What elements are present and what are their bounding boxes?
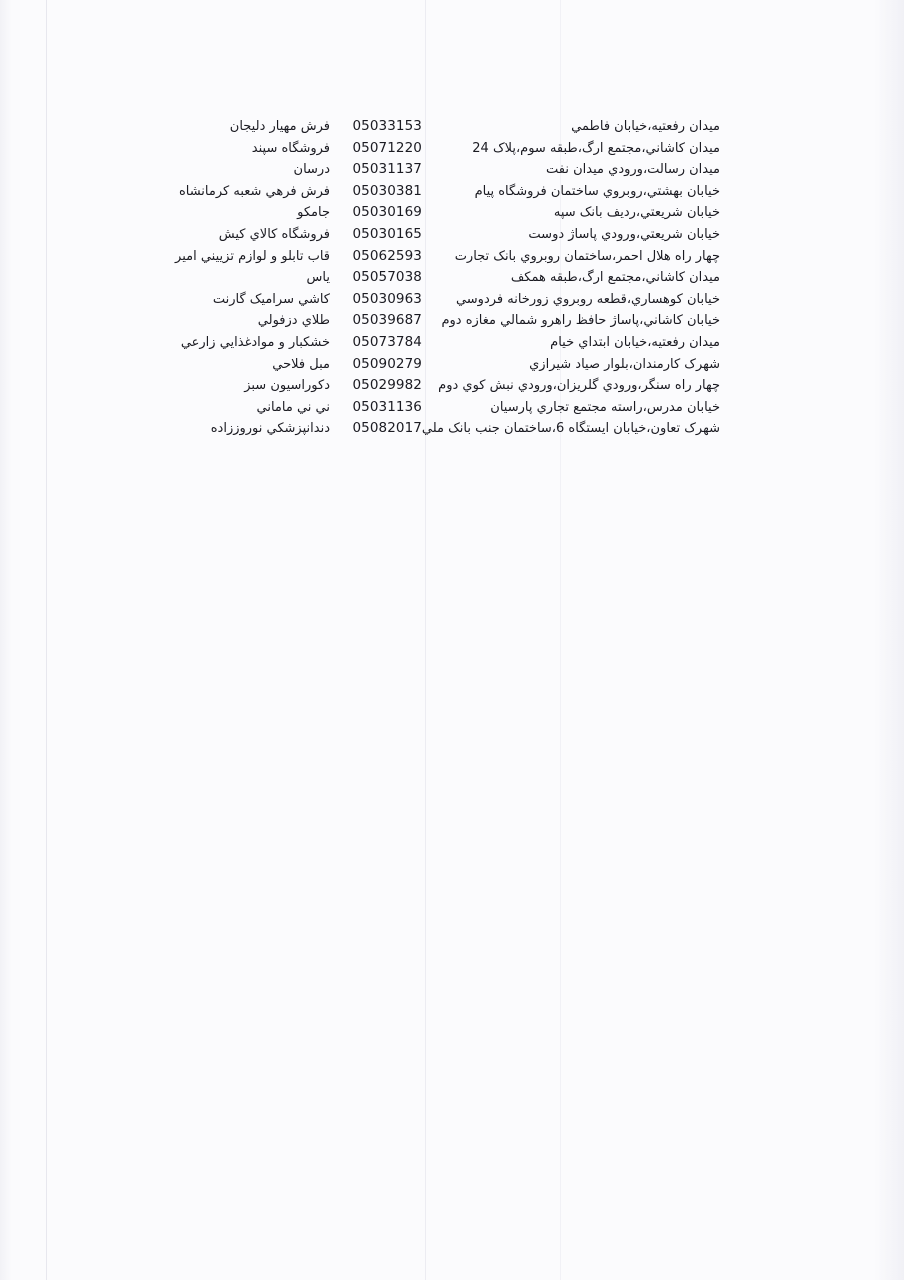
- business-name-cell: فرش مهيار دليجان: [229, 119, 330, 134]
- address-cell: خيابان بهشتي،روبروي ساختمان فروشگاه پيام: [474, 183, 720, 199]
- business-name-cell: كاشي سراميک گارنت: [212, 291, 330, 307]
- phone-cell: 05039687: [352, 312, 422, 329]
- table-row: [100, 332, 720, 353]
- business-name-cell: دندانپزشكي نوروززاده: [210, 421, 330, 437]
- phone-cell: 05033153: [352, 118, 422, 134]
- table-row: [100, 159, 720, 180]
- table-row: [100, 397, 720, 418]
- address-cell: ميدان رسالت،ورودي ميدان نفت: [546, 162, 720, 178]
- phone-cell: 05082017: [352, 420, 422, 437]
- phone-cell: 05073784: [352, 334, 422, 350]
- table-row: [100, 181, 720, 202]
- business-name-cell: دكوراسيون سبز: [244, 378, 330, 394]
- business-name-cell: قاب تابلو و لوازم تزييني امير: [175, 248, 330, 264]
- address-cell: خيابان كاشاني،پاساژ حافظ راهرو شمالي مغازه دوم: [441, 313, 720, 329]
- table-row: [100, 224, 720, 245]
- phone-cell: 05090279: [352, 355, 422, 372]
- phone-cell: 05030963: [352, 290, 422, 307]
- address-cell: خيابان مدرس،راسته مجتمع تجاري پارسيان: [490, 399, 720, 415]
- business-name-cell: مبل فلاحي: [272, 356, 330, 372]
- page-fold-line: [46, 0, 47, 1280]
- business-name-cell: ياس: [306, 270, 330, 286]
- table-row: [100, 246, 720, 267]
- table-row: [100, 116, 720, 137]
- business-name-cell: خشكبار و موادغذايي زارعي: [180, 335, 330, 350]
- table-row: [100, 354, 720, 375]
- address-cell: ميدان كاشاني،مجتمع ارگ،طبقه همكف: [510, 270, 720, 286]
- table-row: [100, 267, 720, 288]
- address-cell: چهار راه سنگر،ورودي گلريزان،ورودي نبش كوي دوم: [438, 378, 720, 394]
- table-row: [100, 418, 720, 439]
- business-name-cell: فرش فرهي شعبه كرمانشاه: [178, 183, 330, 199]
- business-name-cell: فروشگاه كالاي كيش: [218, 227, 330, 242]
- address-cell: شهرک تعاون،خيابان ايستگاه 6،ساختمان جنب بانک ملي: [421, 421, 720, 437]
- address-cell: ميدان رفعتيه،خيابان فاطمي: [571, 119, 720, 134]
- phone-cell: 05071220: [352, 139, 422, 156]
- table-row: [100, 289, 720, 310]
- phone-cell: 05029982: [352, 377, 422, 394]
- phone-cell: 05030165: [352, 226, 422, 242]
- phone-cell: 05057038: [352, 269, 422, 286]
- business-name-cell: جامكو: [297, 205, 330, 221]
- business-name-cell: طلاي دزفولي: [257, 313, 330, 329]
- table-row: [100, 202, 720, 223]
- phone-cell: 05031136: [352, 398, 422, 415]
- table-row: [100, 375, 720, 396]
- business-name-cell: فروشگاه سپند: [251, 140, 330, 156]
- phone-cell: 05031137: [352, 161, 422, 178]
- phone-cell: 05030381: [352, 182, 422, 199]
- business-listing-table: [100, 116, 720, 446]
- address-cell: خيابان شريعتي،رديف بانک سپه: [553, 205, 720, 221]
- address-cell: خيابان شريعتي،ورودي پاساژ دوست: [528, 227, 720, 242]
- table-row: [100, 310, 720, 331]
- business-name-cell: ني ني ماماني: [256, 399, 330, 415]
- address-cell: ميدان رفعتيه،خيابان ابتداي خيام: [550, 335, 720, 350]
- table-row: [100, 138, 720, 159]
- phone-cell: 05062593: [352, 247, 422, 264]
- address-cell: چهار راه هلال احمر،ساختمان روبروي بانک تجارت: [454, 248, 720, 264]
- phone-cell: 05030169: [352, 204, 422, 221]
- business-name-cell: درسان: [293, 162, 330, 178]
- address-cell: خيابان كوهساري،قطعه روبروي زورخانه فردوسي: [455, 291, 720, 307]
- address-cell: شهرک كارمندان،بلوار صياد شيرازي: [529, 356, 720, 372]
- address-cell: ميدان كاشاني،مجتمع ارگ،طبقه سوم،پلاک 24: [472, 140, 720, 156]
